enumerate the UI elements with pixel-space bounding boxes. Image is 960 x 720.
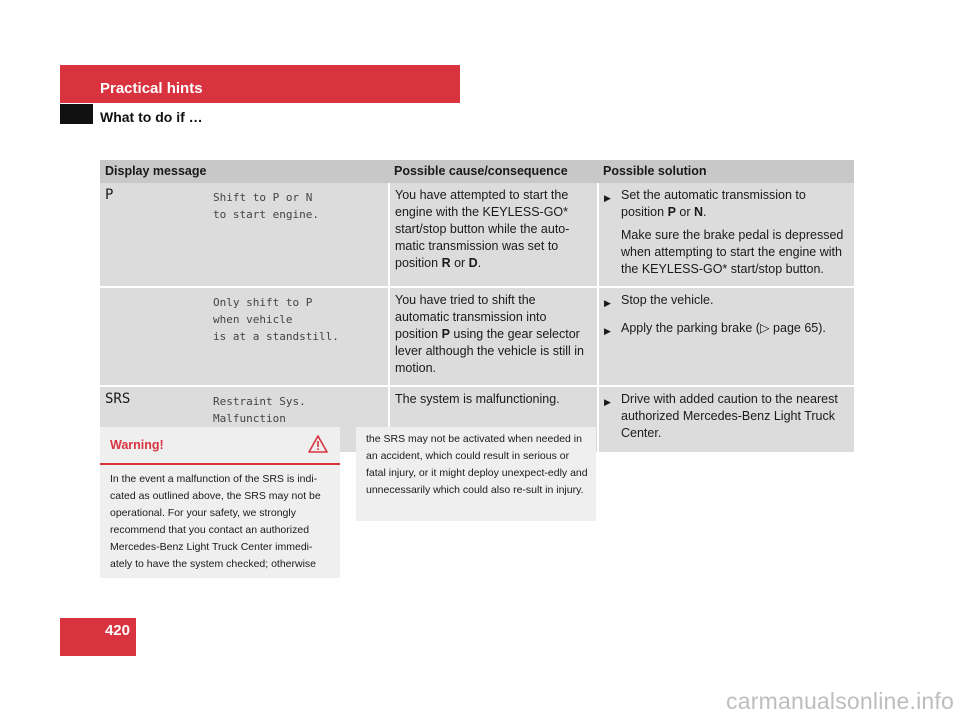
display-message-table <box>100 160 854 452</box>
warning-box-continued <box>356 427 596 521</box>
header-marker-block <box>60 104 93 124</box>
page-number: 420 <box>104 622 130 639</box>
warning-header <box>100 427 340 465</box>
warning-text-continued: the SRS may not be activated when needed in an accident, which could result in serious or fatal injury, or it might deploy unexpect-edly and unnecessarily which could also re-sult in injury. <box>366 433 588 496</box>
solution-text: Set the automatic transmission to position <box>621 188 806 219</box>
bullet-arrow-icon: ▶ <box>604 298 611 308</box>
cause-bold: R <box>441 256 451 270</box>
table-row <box>100 183 854 287</box>
message-text: Restraint Sys. Malfunction <box>213 395 306 425</box>
cause-cell <box>389 287 598 386</box>
column-header-possible-solution: Possible solution <box>598 160 854 183</box>
solution-bold: P <box>667 205 676 219</box>
section-title: Practical hints <box>100 80 203 97</box>
cause-text: or <box>450 256 469 270</box>
column-header-display-message: Display message <box>100 160 389 183</box>
cause-text: . <box>477 256 482 270</box>
solution-item <box>604 320 849 340</box>
message-code: P <box>105 187 114 203</box>
bullet-arrow-icon: ▶ <box>604 397 611 407</box>
display-message-cell <box>100 287 389 386</box>
solution-item <box>604 292 849 312</box>
message-code <box>105 292 213 345</box>
solution-item <box>604 391 849 442</box>
cause-cell <box>389 183 598 287</box>
solution-bold: N <box>693 205 703 219</box>
table-header-row <box>100 160 854 183</box>
solution-text: Apply the parking brake (▷ page 65). <box>621 321 826 335</box>
watermark: carmanualsonline.info <box>726 688 954 714</box>
message-text: Only shift to P when vehicle is at a standstill. <box>213 296 339 343</box>
solution-note: Make sure the brake pedal is depressed when attempting to start the engine with the KEYLESS-GO* start/stop button. <box>621 228 844 276</box>
solution-text: or <box>675 205 694 219</box>
bullet-arrow-icon: ▶ <box>604 193 611 203</box>
solution-text: Drive with added caution to the nearest authorized Mercedes-Benz Light Truck Center. <box>621 392 838 440</box>
column-header-possible-cause: Possible cause/consequence <box>389 160 598 183</box>
cause-bold: P <box>441 327 450 341</box>
warning-box <box>100 427 340 578</box>
bullet-arrow-icon: ▶ <box>604 326 611 336</box>
message-code: SRS <box>105 391 131 407</box>
cause-text: The system is malfunctioning. <box>395 392 560 406</box>
solution-cell <box>598 183 854 287</box>
section-subtitle: What to do if … <box>100 109 203 125</box>
display-message-cell <box>100 183 389 287</box>
cause-text: using the gear selector lever although the vehicle is still in motion. <box>395 327 584 375</box>
page-number-box <box>60 618 136 656</box>
warning-triangle-icon <box>308 435 328 453</box>
warning-title: Warning! <box>110 438 164 452</box>
solution-text: . <box>703 205 707 219</box>
table-row <box>100 287 854 386</box>
message-text: Shift to P or N to start engine. <box>213 191 319 221</box>
solution-cell <box>598 386 854 452</box>
cause-text: You have attempted to start the engine with the KEYLESS-GO* start/stop button while the auto-matic transmission was set to position <box>395 188 570 270</box>
cause-bold: D <box>468 256 478 270</box>
solution-cell <box>598 287 854 386</box>
solution-text: Stop the vehicle. <box>621 293 714 307</box>
solution-item <box>604 187 849 278</box>
warning-text: In the event a malfunction of the SRS is indi-cated as outlined above, the SRS may not be operational. For your safety, we strongly recommend that you contact an authorized Mercedes-Benz Light Truck Center immedi-ately to have the system checked; otherwise <box>110 473 321 570</box>
cause-text: You have tried to shift the automatic transmission into position <box>395 293 547 341</box>
